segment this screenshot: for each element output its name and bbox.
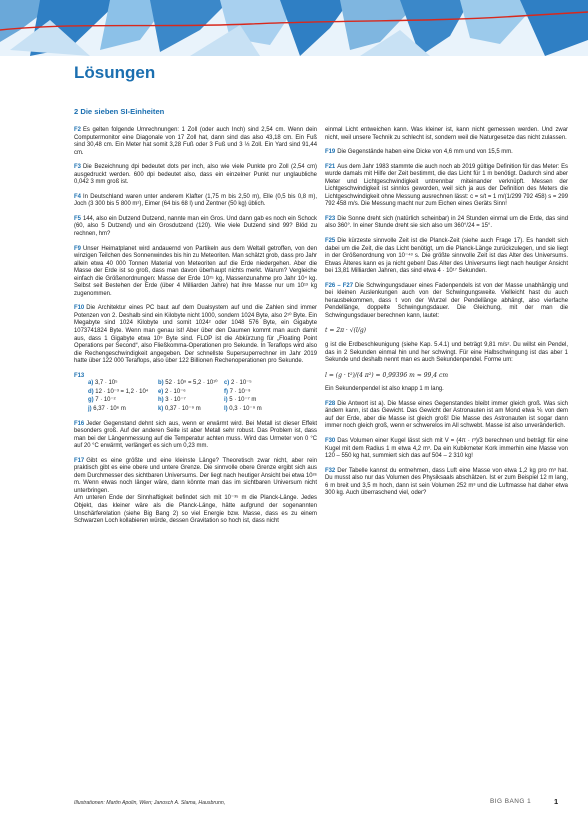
answer-f4: F4 In Deutschland waren unter anderem Klafter (1,75 m bis 2,50 m), Elle (0,5 bis 0,8 m), Joch (3 300 bis 5 800 m²), Eimer (64 bis 68 l) und Zentner (50 kg) üblich. — [74, 193, 317, 208]
f13-item: l) 0,3 · 10⁻⁹ m — [224, 405, 262, 412]
f13-item: h) 3 · 10⁻⁷ — [158, 397, 186, 404]
answer-f30: F30 Das Volumen einer Kugel lässt sich mit V = (4π · r³)/3 berechnen und beträgt für eine Kugel mit dem Radius 1 m etwa 4,2 m³. Da ein Kubikmeter Kork immerhin eine Masse von 120 – 550 kg hat, summiert sich das auf 504 – 2 310 kg! — [325, 437, 568, 460]
header-illustration — [0, 0, 588, 56]
f13-item: e) 2 · 10⁻⁶ — [158, 388, 186, 395]
answer-f17-continued: Am unteren Ende der Sinnhaftigkeit befindet sich mit 10⁻³⁵ m die Planck-Länge. Jedes Objekt, das kleiner wäre als die Planck-Länge, hätte aufgrund der sogenannten Unschärferelation (siehe Big Bang 2) so viel Energie bzw. Masse, dass es zu einem Schwarzen Loch kollabieren würde, dessen Gravitation so hoch ist, dass nicht — [74, 495, 317, 525]
f13-item: i) 5 · 10⁻⁷ m — [224, 397, 257, 404]
answer-f32: F32 Der Tabelle kannst du entnehmen, dass Luft eine Masse von etwa 1,2 kg pro m³ hat. Du musst also nur das Volumen des Physiksaals abschätzen. Ist er zum Beispiel 12 m lang, 6 m breit und 3,5 m hoch, dann ist sein Volumen 252 m³ und die Luftmasse hat daher etwa 300 kg. Auch überraschend viel, oder? — [325, 467, 568, 497]
f13-item: k) 0,37 · 10⁻⁹ m — [158, 405, 201, 412]
answer-f21: F21 Aus dem Jahr 1983 stammte die auch noch ab 2019 gültige Definition für das Meter: Es wurde damals mit Hilfe der Zeit bestimmt, die das Licht für 1 m benötigt. Dadurch sind aber Meter und Lichtgeschwindigkeit untrennbar miteinander verknüpft. Messen der Lichtgeschwindigkeit ist sinnlos geworden, weil sich ja aus der Definition des Meters die Lichtgeschwindigkeit ohne Messung ausrechnen lässt: c = s/t = 1 m/(1/299 792 458) s = 299 792 458 m/s. Die Messung macht nur zum Eichen eines Geräts Sinn! — [325, 163, 568, 208]
right-column — [325, 127, 568, 505]
f13-item: g) 7 · 10⁻² — [88, 397, 116, 404]
answer-f23: F23 Die Sonne dreht sich (natürlich scheinbar) in 24 Stunden einmal um die Erde, das sind also 360°. In einer Stunde dreht sie sich also um 360°/24 = 15°. — [325, 215, 568, 230]
length-formula: l = (g · t²)/(4 π²) = 0,99396 m ≈ 99,4 cm — [325, 371, 449, 379]
page-number: 1 — [554, 797, 559, 806]
f13-item: d) 12 · 10⁻³ = 1,2 · 10⁴ — [88, 388, 149, 395]
answer-f26-f27-continued: g ist die Erdbeschleunigung (siehe Kap. 5.4.1) und beträgt 9,81 m/s². Du willst ein Pendel, das in 2 Sekunden einmal hin und her schwingt. Für eine Halbschwingung ist das aber 1 Sekunde und deshalb nennt man es auch Sekundenpendel. Forme um: — [325, 342, 568, 364]
answer-f9: F9 Unser Heimatplanet wird andauernd von Partikeln aus dem Weltall getroffen, von den winzigen Teilchen des Sonnenwindes bis hin zu Meteoriten. Man schätzt grob, dass pro Jahr allein etwa 40 000 Tonnen Material von Meteoriten auf die Erde niedergehen. Aber die Masse der Erde ist so groß, dass man davon überhaupt nichts merkt. Warum? Vergleiche einfach die Größenordnungen: Masse der Erde 10²⁵ kg, Massenzunahme pro Jahr 10⁴ kg. Selbst seit Bestehen der Erde (über 4 Milliarden Jahre) hat ihre Masse nur um 10¹³ kg zugenommen. — [74, 245, 317, 297]
left-column — [74, 127, 317, 533]
answer-f16: F16 Jeder Gegenstand dehnt sich aus, wenn er erwärmt wird. Bei Metall ist dieser Effekt besonders groß. Auf der anderen Seite ist aber Metall sehr robust. Das Problem ist, dass man bei der Längenmessung auf die Temperatur achten muss. Wird das Urmeter von 0 °C auf 20 °C erwärmt, verlängert es sich um 0,23 mm. — [74, 420, 317, 450]
answer-f26-f27: F26 – F27 Die Schwingungsdauer eines Fadenpendels ist von der Masse unabhängig und bei kleinen Auslenkungen auch von der Schwingungsweite. Vielleicht hast du auch herausbekommen, dass t von der Wurzel der Pendellänge abhängt, also vierfache Pendellänge, doppelte Schwingungsdauer. Die Gleichung, mit der man die Schwingungsdauer berechnen kann, lautet: — [325, 282, 568, 319]
page-title: Lösungen — [74, 63, 156, 82]
answer-f2: F2 Es gelten folgende Umrechnungen: 1 Zoll (oder auch Inch) sind 2,54 cm. Wenn dein Computermonitor eine Diagonale von 17 Zoll hat, dann sind das also 43,18 cm. Ein Fuß sind 30,48 cm. Ein Meter hat somit 3,28 Fuß oder 3 Fuß und 3 ⅓ Zoll. Ein Yard sind 91,44 cm. — [74, 127, 317, 156]
f13-item: a) 3,7 · 10⁵ — [88, 380, 118, 387]
answer-f17: F17 Gibt es eine größte und eine kleinste Länge? Theoretisch zwar nicht, aber rein praktisch gibt es eine obere und untere Grenze. Die sinnvolle obere Grenze ergibt sich aus dem Durchmesser des sichtbaren Universums. Der liegt nach heutiger Ansicht bei etwa 10²⁶ m. Wenn etwas noch länger wäre, dann könnte man das im sichtbaren Universum nicht unterbringen. — [74, 457, 317, 494]
illustration-credit: Illustrationen: Martin Apolin, Wien; Janosch A. Slama, Hausbrunn, — [74, 800, 226, 806]
answer-f19: F19 Die Gegenstände haben eine Dicke von 4,6 mm und von 15,5 mm. — [325, 149, 513, 156]
f13-item: f) 7 · 10⁻⁹ — [224, 388, 251, 395]
answer-f5: F5 144, also ein Dutzend Dutzend, nannte man ein Gros. Und dann gab es noch ein Schock (60, also 5 Dutzend) und ein Grosdutzend (120). Wie viele Dutzend sind 99? Blöd zu rechnen, hm? — [74, 215, 317, 238]
f13-item: b) 52 · 10⁹ = 5,2 · 10¹⁰ — [158, 380, 218, 387]
pendulum-formula: t = 2π · √(l/g) — [325, 327, 367, 335]
answer-f17-end: einmal Licht entweichen kann. Was kleiner ist, kann nicht gemessen werden. Und zwar nicht, weil unsere Technik zu schlecht ist, sondern weil die Naturgesetze das nicht zulassen. — [325, 127, 568, 141]
f13-item: c) 2 · 10⁻⁵ — [224, 380, 252, 387]
f13-item: j) 6,37 · 10⁶ m — [88, 405, 126, 412]
answer-f25: F25 Die kürzeste sinnvolle Zeit ist die Planck-Zeit (siehe auch Frage 17). Es handelt sich dabei um die Zeit, die das Licht benötigt, um die Planck-Länge zurückzulegen, und sie liegt in der Größenordnung von 10⁻⁴³ s. Die größte sinnvolle Zeit ist das Alter des Universums. Etwas Älteres kann es ja nicht geben! Das Alter des Universums liegt nach heutiger Ansicht bei 13,81 Milliarden Jahren, das sind etwa 4 · 10¹⁷ Sekunden. — [325, 238, 568, 275]
answer-f3: F3 Die Bezeichnung dpi bedeutet dots per inch, also wie viele Punkte pro Zoll (2,54 cm) ausgedruckt werden. 600 dpi bedeutet also, dass ein einzelner Punkt nur unglaubliche 0,042 3 mm groß ist. — [74, 164, 317, 186]
answer-f28: F28 Die Antwort ist a). Die Masse eines Gegenstandes bleibt immer gleich groß. Was sich ändern kann, ist das Gewicht. Das Gewicht der Astronauten ist am Mond etwa ⅙ von dem auf der Erde, aber die Masse ist gleich groß! Die Masse des Astronauten ist sogar dann immer noch gleich groß, wenn er schwerelos im All schwebt. Masse ist also unveränderlich. — [325, 400, 568, 430]
f13-results-grid — [88, 380, 317, 413]
section-heading: 2 Die sieben SI-Einheiten — [74, 107, 165, 116]
answer-f10: F10 Die Architektur eines PC baut auf dem Dualsystem auf und die Zahlen sind immer Potenzen von 2. Deshalb sind ein Kilobyte nicht 1000, sondern 1024 Byte, also 2¹⁰ Byte. Ein Megabyte sind 1024 Kilobyte und somit 1024² oder 1048 576 Byte, ein Gigabyte 1073741824 Byte. Wenn man genau ist! Aber über den Daumen kommt man auch damit aus, dass 1 Gigabyte etwa 10⁹ Byte sind. FLOP ist die Abkürzung für „Floating Point Operations per Second“, also Fließkomma-Operationen pro Sekunde. In Teraflops wird also die Rechengeschwindigkeit angegeben. Der schnellste Supersuperrechner im Jahr 2019 hatte über 122 000 Teraflops, also über 122 Billionen Rechenoperationen pro Sekunde. — [74, 305, 317, 365]
answer-f13: F13 — [74, 372, 85, 379]
book-brand: BIG BANG 1 — [490, 798, 532, 805]
answer-f26-f27-conclusion: Ein Sekundenpendel ist also knapp 1 m lang. — [325, 386, 444, 393]
